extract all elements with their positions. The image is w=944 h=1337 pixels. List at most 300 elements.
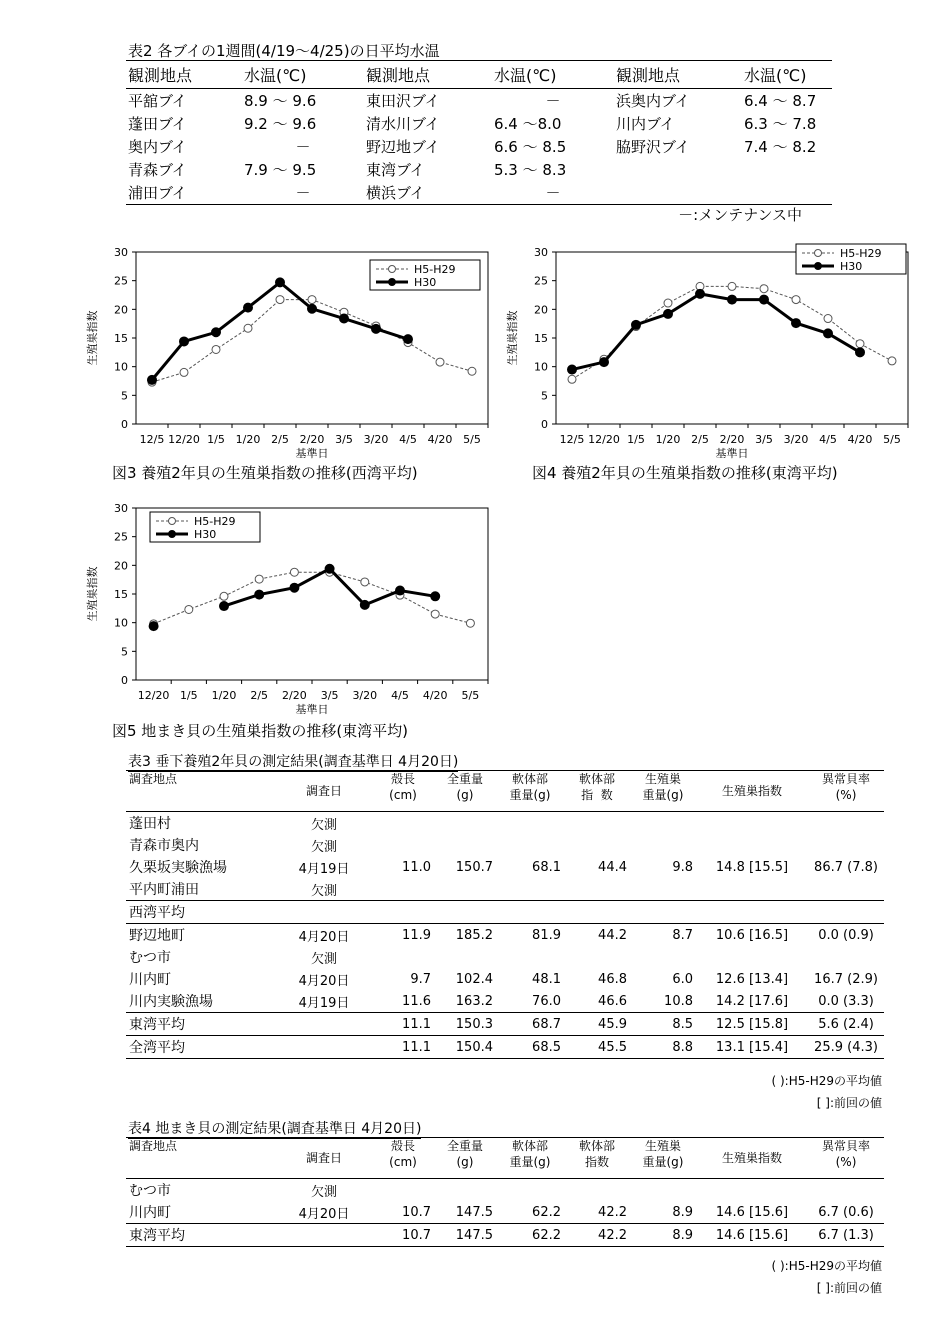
table-cell: 蓬田ブイ [128,115,187,133]
legend-marker [169,531,176,538]
series-line-h5-h29 [154,572,471,624]
table-cell: 6.7 (1.3) [808,1224,884,1247]
table-cell [496,812,564,835]
table-cell: 青森ブイ [128,161,187,179]
table-cell [808,812,884,835]
x-tick-label: 2/5 [250,689,269,702]
table-cell [564,812,630,835]
y-tick-label: 15 [114,332,128,345]
table-row [126,89,832,113]
table-cell [808,901,884,924]
table-cell: 4月20日 [276,924,372,947]
table-cell: 6.3 ～ 7.8 [744,115,817,133]
table-cell: 14.6 [15.6] [696,1224,808,1247]
table-row [126,812,884,835]
point-h5-h29 [824,315,832,323]
point-h5-h29 [466,619,474,627]
point-h5-h29 [255,575,263,583]
table-cell: 86.7 (7.8) [814,859,878,875]
table-cell [696,834,808,856]
table-cell [614,158,742,181]
x-tick-label: 12/20 [168,433,200,446]
table-row [126,901,884,924]
legend-label: H30 [414,276,437,289]
table-header-row [126,1138,884,1179]
table-cell: 25.9 (4.3) [808,1036,884,1059]
col-header: 生殖巣指数 [696,1138,808,1179]
table-cell: 全湾平均 [126,1036,276,1059]
x-tick-label: 12/20 [588,433,620,446]
table-cell [564,901,630,924]
x-tick-label: 2/20 [719,433,745,446]
legend-marker [389,266,396,273]
table4-note-avg: ( ):H5-H29の平均値 [771,1259,882,1273]
table2-title: 表2 各ブイの1週間(4/19～4/25)の日平均水温 [128,42,440,60]
table-cell: 81.9 [496,924,564,947]
table-cell: 蓬田村 [129,816,171,832]
point-h30 [340,314,349,323]
table-cell [564,834,630,856]
table-cell: 7.4 ～ 8.2 [744,138,817,156]
table-cell: 45.9 [564,1013,630,1036]
table-row [126,856,884,878]
point-h5-h29 [212,345,220,353]
figure5-caption: 図5 地まき貝の生殖巣指数の推移(東湾平均) [112,722,409,740]
table-cell: 東湾平均 [126,1013,276,1036]
water-temperature-table [126,60,832,205]
point-h5-h29 [568,375,576,383]
table-cell: 16.7 (2.9) [814,971,878,987]
x-tick-label: 12/5 [139,433,165,446]
y-tick-label: 25 [114,530,128,544]
table-cell [372,1179,434,1202]
table-cell: 150.7 [455,859,493,875]
point-h5-h29 [361,578,369,586]
x-tick-label: 4/20 [422,689,448,702]
table-cell [630,834,696,856]
y-tick-label: 25 [534,274,548,288]
table-cell: 清水川ブイ [366,115,440,133]
table-row [126,834,884,856]
table-cell [434,878,496,901]
point-h5-h29 [244,324,252,332]
x-tick-label: 5/5 [883,433,901,446]
table-cell: 62.2 [496,1224,564,1247]
table-cell: 14.2 [17.6] [715,993,789,1009]
table-cell: 42.2 [564,1224,630,1247]
table-cell [276,1013,372,1036]
point-h30 [212,328,221,337]
table-cell: 10.7 [372,1224,434,1247]
x-tick-label: 4/5 [819,433,837,446]
table-cell: 147.5 [434,1224,496,1247]
point-h30 [728,295,737,304]
legend-marker [815,250,822,257]
table-cell [434,901,496,924]
table-cell [496,946,564,968]
table-cell: 10.8 [664,993,693,1009]
point-h30 [360,600,369,609]
table-cell: 8.9 [672,1204,693,1220]
table-cell: 野辺地町 [126,924,276,947]
point-h5-h29 [431,610,439,618]
x-tick-label: 1/20 [655,433,681,446]
table-cell: 14.6 [15.6] [715,1204,789,1220]
x-tick-label: 2/20 [282,689,307,702]
point-h5-h29 [308,296,316,304]
table-cell [630,878,696,901]
point-h30 [792,319,801,328]
table-cell: 68.5 [496,1036,564,1059]
table-cell [276,1224,372,1247]
table-cell [630,812,696,835]
table-cell [496,878,564,901]
table-cell: － [492,181,614,205]
col-header: 生殖巣指数 [696,771,808,812]
table-cell [630,901,696,924]
table-cell: 平舘ブイ [128,92,187,110]
y-tick-label: 20 [114,303,128,317]
point-h5-h29 [728,282,736,290]
table-cell [808,878,884,901]
table-cell: 42.2 [598,1204,627,1220]
table-cell: 11.6 [402,993,431,1009]
point-h5-h29 [180,368,188,376]
table-row [126,878,884,901]
table-cell: 4月20日 [298,1206,350,1222]
table-cell: 8.9 ～ 9.6 [244,92,317,110]
table-cell [372,946,434,968]
table-row [126,112,832,135]
y-tick-label: 15 [114,588,128,601]
y-tick-label: 20 [534,303,548,317]
point-h5-h29 [760,285,768,293]
table-row [126,158,832,181]
table-cell: － [242,181,364,205]
y-tick-label: 0 [121,674,128,687]
y-tick-label: 30 [114,246,128,259]
x-axis-label: 基準日 [295,703,329,716]
point-h30 [431,592,440,601]
table-cell: 14.8 [15.5] [715,859,789,875]
x-tick-label: 1/20 [235,433,261,446]
x-tick-label: 1/5 [207,433,225,446]
table-cell: 12.5 [15.8] [696,1013,808,1036]
point-h30 [568,365,577,374]
table-cell: 8.8 [630,1036,696,1059]
table-cell [808,834,884,856]
table-cell: 久栗坂実験漁場 [129,860,227,876]
x-tick-label: 4/20 [427,433,453,446]
table-cell: 横浜ブイ [364,181,492,205]
table-row [126,968,884,990]
table-row [126,181,832,205]
col-header: 調査日 [276,771,372,812]
table-cell: 4月19日 [298,861,350,877]
table-cell: 6.4 ～8.0 [494,115,562,133]
y-tick-label: 25 [114,274,128,288]
point-h5-h29 [290,568,298,576]
x-tick-label: 3/20 [352,689,378,702]
col-header: 軟体部 指 数 [564,771,630,812]
table4-note-prev: [ ]:前回の値 [816,1281,882,1295]
table-cell [372,812,434,835]
table-cell [372,901,434,924]
x-tick-label: 3/5 [335,433,353,446]
table-cell: 6.7 (0.6) [818,1204,874,1220]
y-tick-label: 10 [114,360,128,374]
table-cell: 46.6 [598,993,627,1009]
table-cell: 5.3 ～ 8.3 [494,161,567,179]
table-cell [696,901,808,924]
col-header: 観測地点 [126,61,242,89]
x-tick-label: 4/20 [847,433,873,446]
x-tick-label: 12/20 [137,689,170,702]
table-cell: 7.9 ～ 9.5 [244,161,317,179]
table-cell: 8.9 [630,1224,696,1247]
table-cell: 6.0 [672,971,693,987]
table2-note: －:メンテナンス中 [678,206,802,224]
point-h30 [290,583,299,592]
table-cell: 11.0 [402,859,431,875]
y-tick-label: 30 [114,502,128,515]
point-h5-h29 [185,605,193,613]
table-cell: 平内町浦田 [129,882,199,898]
y-tick-label: 5 [121,389,128,403]
table-cell: 川内町 [129,1205,171,1221]
table-row [126,924,884,947]
table-cell: むつ市 [129,1183,171,1199]
legend-marker [169,518,176,525]
col-header: 調査地点 [126,771,276,812]
table-cell: 9.2 ～ 9.6 [244,115,317,133]
x-tick-label: 1/5 [179,689,198,702]
table-cell: 8.5 [630,1013,696,1036]
point-h30 [148,375,157,384]
col-header: 異常貝率 (%) [808,771,884,812]
table-cell: 東湾平均 [126,1224,276,1247]
x-tick-label: 3/5 [755,433,773,446]
table-cell: 欠測 [310,883,337,899]
point-h30 [632,320,641,329]
table-cell: 12.6 [13.4] [715,971,789,987]
legend-label: H5-H29 [194,515,236,528]
point-h5-h29 [468,367,476,375]
x-tick-label: 2/5 [271,433,289,446]
table-cell [496,834,564,856]
legend-label: H5-H29 [414,263,456,276]
col-header: 水温(℃) [742,61,832,89]
table-cell: 川内ブイ [616,115,675,133]
table3-note-avg: ( ):H5-H29の平均値 [771,1074,882,1088]
table-cell: 4月20日 [298,973,350,989]
table-cell [696,812,808,835]
point-h5-h29 [220,592,228,600]
table-cell: 欠測 [310,817,337,833]
table-row [126,1013,884,1036]
point-h5-h29 [276,296,284,304]
point-h30 [396,586,405,595]
legend-label: H30 [194,528,217,541]
table-cell: 62.2 [532,1204,561,1220]
point-h30 [824,329,833,338]
x-axis-label: 基準日 [295,447,329,460]
table-cell: むつ市 [129,950,171,966]
table-cell: 68.7 [496,1013,564,1036]
y-tick-label: 10 [534,360,548,374]
table-cell: 東湾ブイ [366,161,425,179]
table-cell: 青森市奥内 [129,838,199,854]
table-row [126,1201,884,1224]
point-h5-h29 [664,299,672,307]
table-cell: 48.1 [532,971,561,987]
point-h30 [308,304,317,313]
col-header: 水温(℃) [242,61,364,89]
point-h30 [600,358,609,367]
table-cell: 0.0 (3.3) [818,993,874,1009]
chart-fig3 [80,236,500,461]
table-cell [696,878,808,901]
table-cell: 欠測 [310,951,337,967]
table3-note-prev: [ ]:前回の値 [816,1096,882,1110]
point-h30 [372,324,381,333]
table-cell [614,181,742,205]
table-cell: 東田沢ブイ [366,92,440,110]
point-h5-h29 [792,296,800,304]
x-tick-label: 4/5 [399,433,417,446]
table-cell: 浦田ブイ [126,181,242,205]
col-header: 殻長 (cm) [372,771,434,812]
table-cell: 5.6 (2.4) [808,1013,884,1036]
col-header: 軟体部 重量(g) [496,771,564,812]
series-line-h30 [572,294,860,370]
table-cell [808,1179,884,1202]
table-cell: 68.1 [532,859,561,875]
point-h5-h29 [856,340,864,348]
col-header: 殻長 (cm) [372,1138,434,1179]
col-header: 生殖巣 重量(g) [630,1138,696,1179]
table-cell [496,901,564,924]
table-cell: － [545,92,561,110]
table-cell [742,181,832,205]
table-cell: 川内町 [129,972,171,988]
x-axis-label: 基準日 [715,447,749,460]
y-tick-label: 5 [541,389,548,403]
x-tick-label: 3/20 [363,433,389,446]
table-cell: 野辺地ブイ [366,138,440,156]
col-header: 観測地点 [614,61,742,89]
figure3-caption: 図3 養殖2年貝の生殖巣指数の推移(西湾平均) [112,464,418,482]
y-tick-label: 15 [534,332,548,345]
y-tick-label: 5 [121,645,128,659]
point-h30 [404,335,413,344]
table-row [126,990,884,1013]
table-cell: 11.1 [372,1013,434,1036]
point-h5-h29 [436,358,444,366]
x-tick-label: 1/5 [627,433,645,446]
y-axis-label: 生殖巣指数 [86,566,99,622]
table-cell: 欠測 [310,839,337,855]
col-header: 軟体部 指数 [564,1138,630,1179]
table-cell: 0.0 (0.9) [808,924,884,947]
x-tick-label: 3/20 [783,433,809,446]
table-cell: 8.7 [630,924,696,947]
plot-area [556,252,908,424]
table-cell: 9.7 [410,971,431,987]
table-cell: 45.5 [564,1036,630,1059]
x-tick-label: 3/5 [320,689,339,702]
point-h30 [220,602,229,611]
table-cell: 13.1 [15.4] [696,1036,808,1059]
table-cell [564,878,630,901]
culture-measurement-table [126,770,884,1059]
table-cell: 奥内ブイ [128,138,187,156]
x-tick-label: 12/5 [559,433,585,446]
table-cell: 163.2 [455,993,493,1009]
point-h5-h29 [888,357,896,365]
table-cell: 西湾平均 [126,901,276,924]
table-cell: 6.4 ～ 8.7 [744,92,817,110]
table-cell: － [295,138,311,156]
point-h30 [276,278,285,287]
x-tick-label: 2/5 [691,433,709,446]
table-cell [372,834,434,856]
table-cell: 150.4 [434,1036,496,1059]
table-cell [630,1179,696,1202]
y-tick-label: 30 [534,246,548,259]
table-cell: 欠測 [310,1184,337,1200]
point-h30 [760,295,769,304]
table-cell [696,946,808,968]
table-cell: 浜奥内ブイ [616,92,690,110]
table-cell [434,946,496,968]
table-cell: 44.2 [564,924,630,947]
col-header: 全重量 (g) [434,771,496,812]
x-tick-label: 5/5 [463,433,481,446]
table-cell: 脇野沢ブイ [616,138,690,156]
legend-label: H5-H29 [840,247,882,260]
y-tick-label: 0 [121,418,128,431]
point-h30 [856,348,865,357]
table-cell: 150.3 [434,1013,496,1036]
table-cell: 10.7 [402,1204,431,1220]
point-h30 [255,590,264,599]
table-cell [808,946,884,968]
table-cell [434,834,496,856]
table-cell: 9.8 [672,859,693,875]
table-cell: 11.1 [372,1036,434,1059]
table-cell [630,946,696,968]
y-tick-label: 0 [541,418,548,431]
table-row [126,946,884,968]
x-tick-label: 5/5 [461,689,480,702]
table-header-row [126,771,884,812]
table-cell: 102.4 [455,971,493,987]
table-cell: 10.6 [16.5] [696,924,808,947]
legend-marker [815,263,822,270]
figure4-caption: 図4 養殖2年貝の生殖巣指数の推移(東湾平均) [532,464,838,482]
table-cell [564,946,630,968]
point-h30 [149,622,158,631]
table-cell [434,812,496,835]
chart-fig5 [80,492,500,717]
col-header: 軟体部 重量(g) [496,1138,564,1179]
x-tick-label: 1/20 [211,689,237,702]
point-h30 [244,303,253,312]
table-cell [434,1179,496,1202]
table-cell [742,158,832,181]
table-cell: 6.6 ～ 8.5 [494,138,567,156]
